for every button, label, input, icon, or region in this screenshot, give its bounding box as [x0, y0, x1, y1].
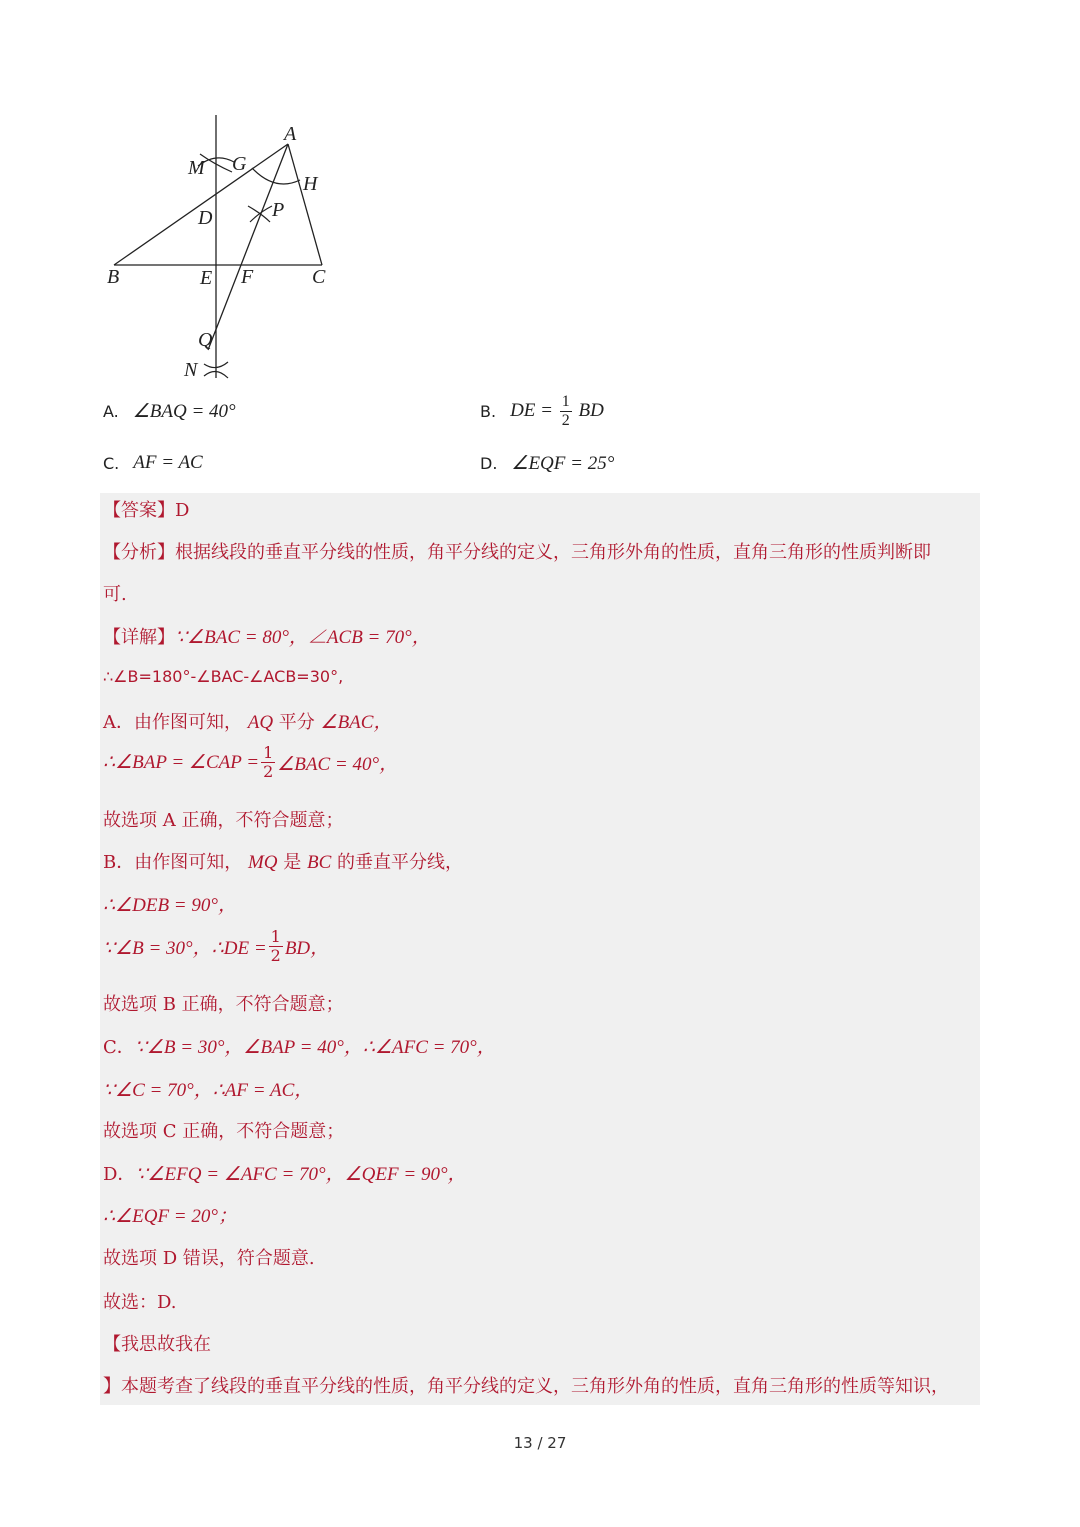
final-choice: 故选：D.: [103, 1292, 177, 1313]
step-b-line-1: [103, 848, 463, 874]
step-a-line-2: [103, 745, 398, 780]
step-b-frac-den: 2: [270, 946, 281, 965]
step-a-frac-den: 2: [263, 762, 274, 781]
step-a-text: 平分: [278, 712, 315, 733]
detail-heading: 【详解】: [103, 627, 175, 648]
angle-bisector-aq: [208, 144, 288, 350]
step-d-conclusion: 故选项 D 错误，符合题意.: [103, 1248, 315, 1269]
step-a-conclusion: 故选项 A 正确，不符合题意；: [103, 810, 344, 831]
step-b-math-left: ∵∠B = 30°，∴DE =: [103, 938, 267, 959]
label-p: P: [272, 199, 285, 221]
label-m: M: [188, 157, 205, 179]
step-b-is: 是: [283, 852, 302, 873]
step-b-frac-num: 1: [270, 927, 281, 946]
option-b-frac-den: 2: [561, 412, 570, 429]
step-c-math-1: ∵∠B = 30°，∠BAP = 40°，∴∠AFC = 70°，: [134, 1037, 496, 1058]
step-b-math-right: BD，: [284, 938, 330, 959]
label-g: G: [232, 153, 247, 175]
step-a-line-1: [103, 707, 392, 734]
detail-line-1: [103, 622, 431, 649]
label-c: C: [312, 266, 326, 288]
option-a-letter: A.: [103, 402, 119, 421]
label-f: F: [241, 266, 254, 288]
detail-math-2: ∴∠B=180°-∠BAC-∠ACB=30°,: [103, 667, 344, 686]
detail-math-1: ∵∠BAC = 80°，∠ACB = 70°，: [175, 627, 431, 648]
label-d: D: [198, 207, 213, 229]
step-a-frac-num: 1: [263, 743, 274, 762]
option-a: [103, 400, 236, 423]
option-d-math: ∠EQF = 25°: [511, 453, 615, 474]
label-b: B: [107, 266, 120, 288]
option-b-frac-num: 1: [561, 393, 570, 410]
step-b-fraction: [269, 929, 283, 964]
page-number: 13 / 27: [513, 1434, 567, 1452]
triangle-diagram: [100, 110, 340, 390]
option-b-math: [510, 394, 604, 429]
label-h: H: [303, 173, 318, 195]
option-c-letter: C.: [103, 453, 120, 473]
step-a-intro: A．由作图可知，: [103, 712, 242, 733]
step-b-bc: BC: [307, 852, 332, 873]
step-b-text: 的垂直平分线，: [337, 852, 464, 873]
option-a-math: ∠BAQ = 40°: [132, 401, 236, 422]
step-a-math-left: ∴∠BAP = ∠CAP =: [103, 752, 260, 773]
step-b-mq: MQ: [247, 852, 278, 873]
reflection-heading: 【我思故我在: [103, 1334, 211, 1355]
step-b-intro: B．由作图可知，: [103, 852, 243, 873]
option-d: [480, 452, 614, 475]
step-b-math-1: ∴∠DEB = 90°，: [103, 895, 237, 916]
analysis-line-2: 可.: [103, 584, 127, 605]
step-d-math-1: ∵∠EFQ = ∠AFC = 70°，∠QEF = 90°，: [135, 1164, 467, 1185]
step-d-intro: D．: [103, 1164, 136, 1185]
step-b-line-2: [103, 890, 237, 917]
step-d-line-2: [103, 1201, 237, 1228]
option-b-fraction: [560, 394, 572, 429]
option-c: [103, 452, 203, 474]
step-b-line-3: [103, 929, 329, 964]
step-b-conclusion: 故选项 B 正确，不符合题意；: [103, 994, 344, 1015]
step-d-line-1: [103, 1159, 467, 1186]
option-b-right: BD: [578, 399, 604, 421]
side-ac: [288, 144, 322, 265]
step-c-math-2: ∵∠C = 70°，∴AF = AC，: [103, 1080, 314, 1101]
step-c-intro: C．: [103, 1037, 135, 1058]
option-b: [480, 394, 604, 429]
step-a-angle: ∠BAC，: [320, 712, 393, 733]
step-a-aq: AQ: [247, 712, 274, 733]
step-a-fraction: [261, 745, 275, 780]
reflection-text: 】本题考查了线段的垂直平分线的性质，角平分线的定义，三角形外角的性质，直角三角形的性质等知识，: [103, 1376, 949, 1397]
label-e: E: [200, 267, 213, 289]
label-n: N: [184, 359, 198, 381]
step-c-line-1: [103, 1032, 496, 1059]
option-b-letter: B.: [480, 402, 497, 421]
step-c-conclusion: 故选项 C 正确，不符合题意；: [103, 1121, 345, 1142]
geometry-figure: [100, 110, 340, 390]
step-d-math-2: ∴∠EQF = 20°；: [103, 1206, 237, 1227]
detail-line-2: [103, 666, 343, 687]
option-c-math: AF = AC: [133, 452, 203, 473]
analysis-line-1: 【分析】根据线段的垂直平分线的性质，角平分线的定义，三角形外角的性质，直角三角形的性质判断即: [103, 542, 931, 563]
step-a-math-right: ∠BAC = 40°，: [277, 754, 399, 775]
option-b-left: DE =: [510, 399, 553, 421]
step-c-line-2: [103, 1075, 313, 1102]
label-q: Q: [198, 329, 213, 351]
option-d-letter: D.: [480, 454, 498, 473]
answer-line: 【答案】D: [103, 500, 190, 521]
label-a: A: [284, 123, 297, 145]
